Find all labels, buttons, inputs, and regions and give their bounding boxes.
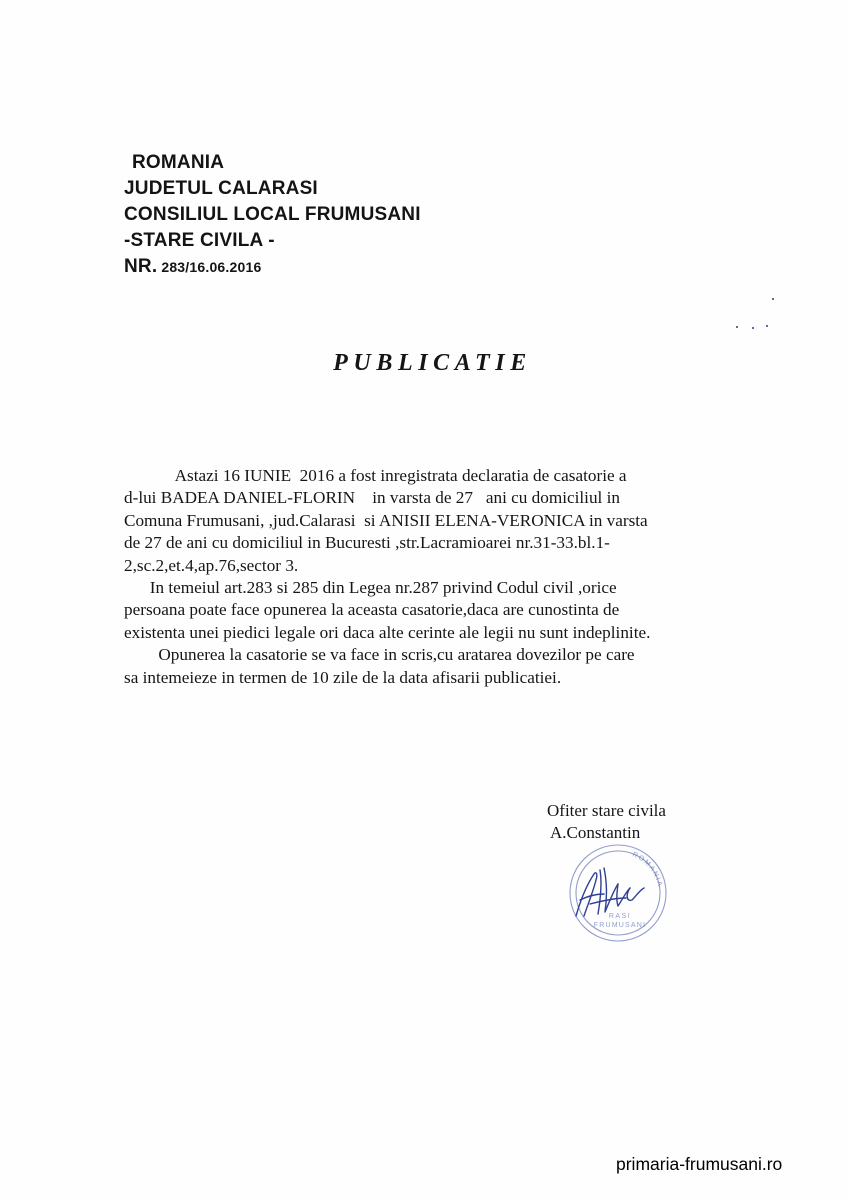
stamp-text-mid: RASI (608, 913, 632, 920)
signature-role: Ofiter stare civila (547, 801, 666, 820)
body-line: d-lui BADEA DANIEL-FLORIN in varsta de 27 ani cu domiciliul in (124, 488, 620, 508)
body-line: sa intemeieze in termen de 10 zile de la data afisarii publicatiei. (124, 667, 562, 687)
publication-body (124, 465, 651, 689)
nr-label: NR. (124, 256, 158, 277)
body-line: Comuna Frumusani, ,jud.Calarasi si ANISII ELENA-VERONICA in varsta (124, 510, 648, 530)
official-stamp-icon (560, 838, 670, 948)
stamp-text-right: ROMANIA (631, 851, 664, 889)
header-registration-number (124, 254, 421, 280)
footer-website: primaria-frumusani.ro (616, 1154, 783, 1174)
body-line: In temeiul art.283 si 285 din Legea nr.287 privind Codul civil ,orice (124, 578, 617, 598)
body-line: Astazi 16 IUNIE 2016 a fost inregistrata declaratia de casatorie a (124, 466, 627, 485)
header-council: CONSILIUL LOCAL FRUMUSANI (124, 204, 421, 225)
handwritten-signature (576, 868, 644, 916)
signature-name: A.Constantin (550, 823, 641, 842)
nr-value: 283/16.06.2016 (161, 259, 262, 275)
header-country: ROMANIA (132, 152, 225, 173)
body-line: Opunerea la casatorie se va face in scris,cu aratarea dovezilor pe care (124, 645, 635, 665)
body-line: de 27 de ani cu domiciliul in Bucuresti ,str.Lacramioarei nr.31-33.bl.1- (124, 533, 610, 553)
scan-speck (736, 326, 738, 328)
scan-speck (772, 298, 774, 300)
body-line: 2,sc.2,et.4,ap.76,sector 3. (124, 555, 299, 575)
document-header (124, 150, 421, 280)
scan-speck (766, 325, 768, 327)
header-department: -STARE CIVILA - (124, 230, 275, 251)
header-county: JUDETUL CALARASI (124, 178, 318, 199)
stamp-text-lower: FRUMUSANI (593, 922, 647, 929)
body-line: existenta unei piedici legale ori daca alte cerinte ale legii nu sunt indeplinite. (124, 622, 651, 642)
document-title: PUBLICATIE (333, 350, 532, 376)
body-line: persoana poate face opunerea la aceasta casatorie,daca are cunostinta de (124, 600, 620, 620)
scan-speck (752, 327, 754, 329)
